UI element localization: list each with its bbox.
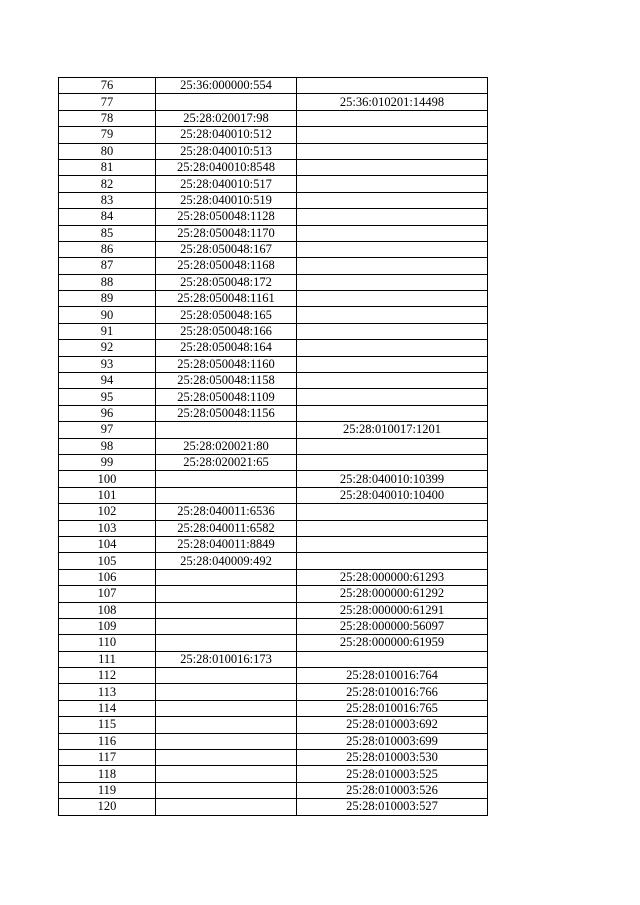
cadastral-number-cell: 25:28:050048:1170 <box>156 225 297 241</box>
row-number-cell: 113 <box>59 684 156 700</box>
cadastral-number-cell <box>156 717 297 733</box>
table-row <box>59 159 488 175</box>
table-row <box>59 520 488 536</box>
cadastral-number-cell: 25:28:040010:512 <box>156 127 297 143</box>
table-row <box>59 110 488 126</box>
table-row <box>59 668 488 684</box>
cadastral-number-cell: 25:28:040010:8548 <box>156 159 297 175</box>
table-row <box>59 700 488 716</box>
row-number-cell: 103 <box>59 520 156 536</box>
cadastral-number-cell <box>297 127 488 143</box>
row-number-cell: 97 <box>59 422 156 438</box>
cadastral-number-cell: 25:28:000000:61292 <box>297 586 488 602</box>
cadastral-number-cell <box>297 159 488 175</box>
cadastral-number-cell <box>156 700 297 716</box>
table-row <box>59 307 488 323</box>
cadastral-number-cell: 25:28:020017:98 <box>156 110 297 126</box>
table-row <box>59 536 488 552</box>
cadastral-number-cell <box>297 356 488 372</box>
cadastral-number-cell <box>297 78 488 94</box>
cadastral-number-cell: 25:28:050048:1109 <box>156 389 297 405</box>
table-row <box>59 422 488 438</box>
row-number-cell: 91 <box>59 323 156 339</box>
row-number-cell: 105 <box>59 553 156 569</box>
cadastral-number-cell <box>297 258 488 274</box>
row-number-cell: 100 <box>59 471 156 487</box>
cadastral-number-cell: 25:28:010003:526 <box>297 782 488 798</box>
cadastral-number-cell <box>156 94 297 110</box>
cadastral-number-cell <box>297 553 488 569</box>
cadastral-number-cell <box>156 422 297 438</box>
cadastral-number-cell <box>156 602 297 618</box>
cadastral-number-cell <box>297 438 488 454</box>
table-row <box>59 78 488 94</box>
cadastral-number-cell: 25:28:010003:699 <box>297 733 488 749</box>
cadastral-number-cell <box>156 635 297 651</box>
row-number-cell: 86 <box>59 241 156 257</box>
table-row <box>59 127 488 143</box>
cadastral-number-cell: 25:28:050048:1168 <box>156 258 297 274</box>
row-number-cell: 118 <box>59 766 156 782</box>
row-number-cell: 93 <box>59 356 156 372</box>
cadastral-number-cell <box>297 454 488 470</box>
cadastral-number-cell <box>297 241 488 257</box>
cadastral-number-cell <box>297 143 488 159</box>
cadastral-number-cell: 25:28:040010:519 <box>156 192 297 208</box>
row-number-cell: 76 <box>59 78 156 94</box>
table-row <box>59 471 488 487</box>
table-row <box>59 651 488 667</box>
cadastral-number-cell: 25:28:050048:172 <box>156 274 297 290</box>
table-row <box>59 389 488 405</box>
table-row <box>59 586 488 602</box>
cadastral-number-cell: 25:36:010201:14498 <box>297 94 488 110</box>
table-row <box>59 602 488 618</box>
table-row <box>59 553 488 569</box>
table-row <box>59 684 488 700</box>
table-row <box>59 487 488 503</box>
cadastral-number-cell: 25:28:050048:166 <box>156 323 297 339</box>
cadastral-number-cell <box>297 389 488 405</box>
table-row <box>59 225 488 241</box>
row-number-cell: 101 <box>59 487 156 503</box>
table-row <box>59 799 488 815</box>
cadastral-number-cell: 25:28:050048:165 <box>156 307 297 323</box>
cadastral-number-cell <box>297 323 488 339</box>
cadastral-number-cell: 25:28:040010:513 <box>156 143 297 159</box>
row-number-cell: 89 <box>59 291 156 307</box>
cadastral-number-cell: 25:28:050048:1160 <box>156 356 297 372</box>
cadastral-number-cell <box>297 110 488 126</box>
table-row <box>59 504 488 520</box>
cadastral-number-cell: 25:28:050048:1156 <box>156 405 297 421</box>
cadastral-number-cell: 25:28:040009:492 <box>156 553 297 569</box>
row-number-cell: 95 <box>59 389 156 405</box>
row-number-cell: 87 <box>59 258 156 274</box>
cadastral-number-cell: 25:28:010016:173 <box>156 651 297 667</box>
cadastral-number-cell: 25:28:040010:10400 <box>297 487 488 503</box>
row-number-cell: 82 <box>59 176 156 192</box>
table-row <box>59 291 488 307</box>
cadastral-number-cell: 25:28:040011:8849 <box>156 536 297 552</box>
row-number-cell: 109 <box>59 618 156 634</box>
row-number-cell: 102 <box>59 504 156 520</box>
table-row <box>59 94 488 110</box>
row-number-cell: 77 <box>59 94 156 110</box>
cadastral-number-cell: 25:28:010016:764 <box>297 668 488 684</box>
cadastral-number-cell <box>156 782 297 798</box>
cadastral-number-cell: 25:28:020021:80 <box>156 438 297 454</box>
cadastral-number-cell: 25:28:050048:164 <box>156 340 297 356</box>
row-number-cell: 88 <box>59 274 156 290</box>
cadastral-number-cell <box>156 733 297 749</box>
cadastral-number-cell: 25:28:010017:1201 <box>297 422 488 438</box>
cadastral-number-cell <box>297 225 488 241</box>
cadastral-number-cell: 25:28:050048:167 <box>156 241 297 257</box>
table-row <box>59 569 488 585</box>
table-row <box>59 438 488 454</box>
row-number-cell: 111 <box>59 651 156 667</box>
cadastral-number-cell <box>297 405 488 421</box>
cadastral-number-cell: 25:28:000000:61959 <box>297 635 488 651</box>
table-row <box>59 405 488 421</box>
cadastral-number-cell: 25:28:040011:6536 <box>156 504 297 520</box>
cadastral-number-cell <box>156 618 297 634</box>
cadastral-number-cell <box>297 340 488 356</box>
row-number-cell: 117 <box>59 750 156 766</box>
table-row <box>59 176 488 192</box>
table-row <box>59 356 488 372</box>
table-row <box>59 192 488 208</box>
cadastral-number-cell <box>297 209 488 225</box>
cadastral-number-cell <box>156 487 297 503</box>
cadastral-number-cell <box>297 307 488 323</box>
cadastral-number-cell: 25:28:040011:6582 <box>156 520 297 536</box>
cadastral-number-cell: 25:28:010016:766 <box>297 684 488 700</box>
cadastral-number-cell: 25:28:050048:1128 <box>156 209 297 225</box>
cadastral-number-cell <box>297 651 488 667</box>
table-row <box>59 454 488 470</box>
table-row <box>59 274 488 290</box>
table-row <box>59 618 488 634</box>
cadastral-number-cell: 25:28:010003:525 <box>297 766 488 782</box>
table-row <box>59 258 488 274</box>
cadastral-number-cell: 25:28:000000:56097 <box>297 618 488 634</box>
row-number-cell: 116 <box>59 733 156 749</box>
cadastral-number-cell <box>156 471 297 487</box>
cadastral-number-cell <box>156 684 297 700</box>
cadastral-number-cell <box>156 569 297 585</box>
cadastral-number-cell <box>297 520 488 536</box>
table-row <box>59 143 488 159</box>
table-row <box>59 635 488 651</box>
row-number-cell: 107 <box>59 586 156 602</box>
cadastral-number-cell <box>297 192 488 208</box>
row-number-cell: 98 <box>59 438 156 454</box>
row-number-cell: 114 <box>59 700 156 716</box>
row-number-cell: 81 <box>59 159 156 175</box>
cadastral-number-cell <box>297 536 488 552</box>
cadastral-number-cell <box>156 766 297 782</box>
row-number-cell: 108 <box>59 602 156 618</box>
row-number-cell: 115 <box>59 717 156 733</box>
row-number-cell: 99 <box>59 454 156 470</box>
row-number-cell: 84 <box>59 209 156 225</box>
row-number-cell: 94 <box>59 373 156 389</box>
cadastral-number-cell <box>297 504 488 520</box>
table-row <box>59 209 488 225</box>
table-body <box>59 78 488 816</box>
row-number-cell: 96 <box>59 405 156 421</box>
table-row <box>59 782 488 798</box>
cadastral-number-cell: 25:28:040010:10399 <box>297 471 488 487</box>
cadastral-number-cell: 25:28:000000:61293 <box>297 569 488 585</box>
cadastral-number-cell: 25:28:010003:530 <box>297 750 488 766</box>
cadastral-number-cell: 25:36:000000:554 <box>156 78 297 94</box>
cadastral-number-table <box>58 77 488 816</box>
table-row <box>59 241 488 257</box>
row-number-cell: 92 <box>59 340 156 356</box>
row-number-cell: 110 <box>59 635 156 651</box>
cadastral-number-cell: 25:28:050048:1158 <box>156 373 297 389</box>
cadastral-number-cell: 25:28:050048:1161 <box>156 291 297 307</box>
cadastral-number-cell: 25:28:010016:765 <box>297 700 488 716</box>
cadastral-number-cell <box>156 586 297 602</box>
table-row <box>59 733 488 749</box>
cadastral-number-cell: 25:28:000000:61291 <box>297 602 488 618</box>
cadastral-number-cell: 25:28:020021:65 <box>156 454 297 470</box>
cadastral-number-cell <box>297 274 488 290</box>
row-number-cell: 120 <box>59 799 156 815</box>
row-number-cell: 119 <box>59 782 156 798</box>
table-row <box>59 750 488 766</box>
cadastral-number-cell <box>297 373 488 389</box>
table-row <box>59 323 488 339</box>
row-number-cell: 106 <box>59 569 156 585</box>
cadastral-number-cell <box>297 176 488 192</box>
row-number-cell: 112 <box>59 668 156 684</box>
row-number-cell: 79 <box>59 127 156 143</box>
row-number-cell: 85 <box>59 225 156 241</box>
cadastral-number-cell <box>156 750 297 766</box>
table-row <box>59 340 488 356</box>
row-number-cell: 90 <box>59 307 156 323</box>
table-row <box>59 373 488 389</box>
row-number-cell: 78 <box>59 110 156 126</box>
cadastral-number-cell: 25:28:040010:517 <box>156 176 297 192</box>
cadastral-number-cell <box>156 668 297 684</box>
row-number-cell: 80 <box>59 143 156 159</box>
cadastral-number-cell: 25:28:010003:692 <box>297 717 488 733</box>
row-number-cell: 83 <box>59 192 156 208</box>
table-row <box>59 717 488 733</box>
cadastral-number-cell <box>297 291 488 307</box>
cadastral-number-cell: 25:28:010003:527 <box>297 799 488 815</box>
table-row <box>59 766 488 782</box>
row-number-cell: 104 <box>59 536 156 552</box>
cadastral-number-cell <box>156 799 297 815</box>
